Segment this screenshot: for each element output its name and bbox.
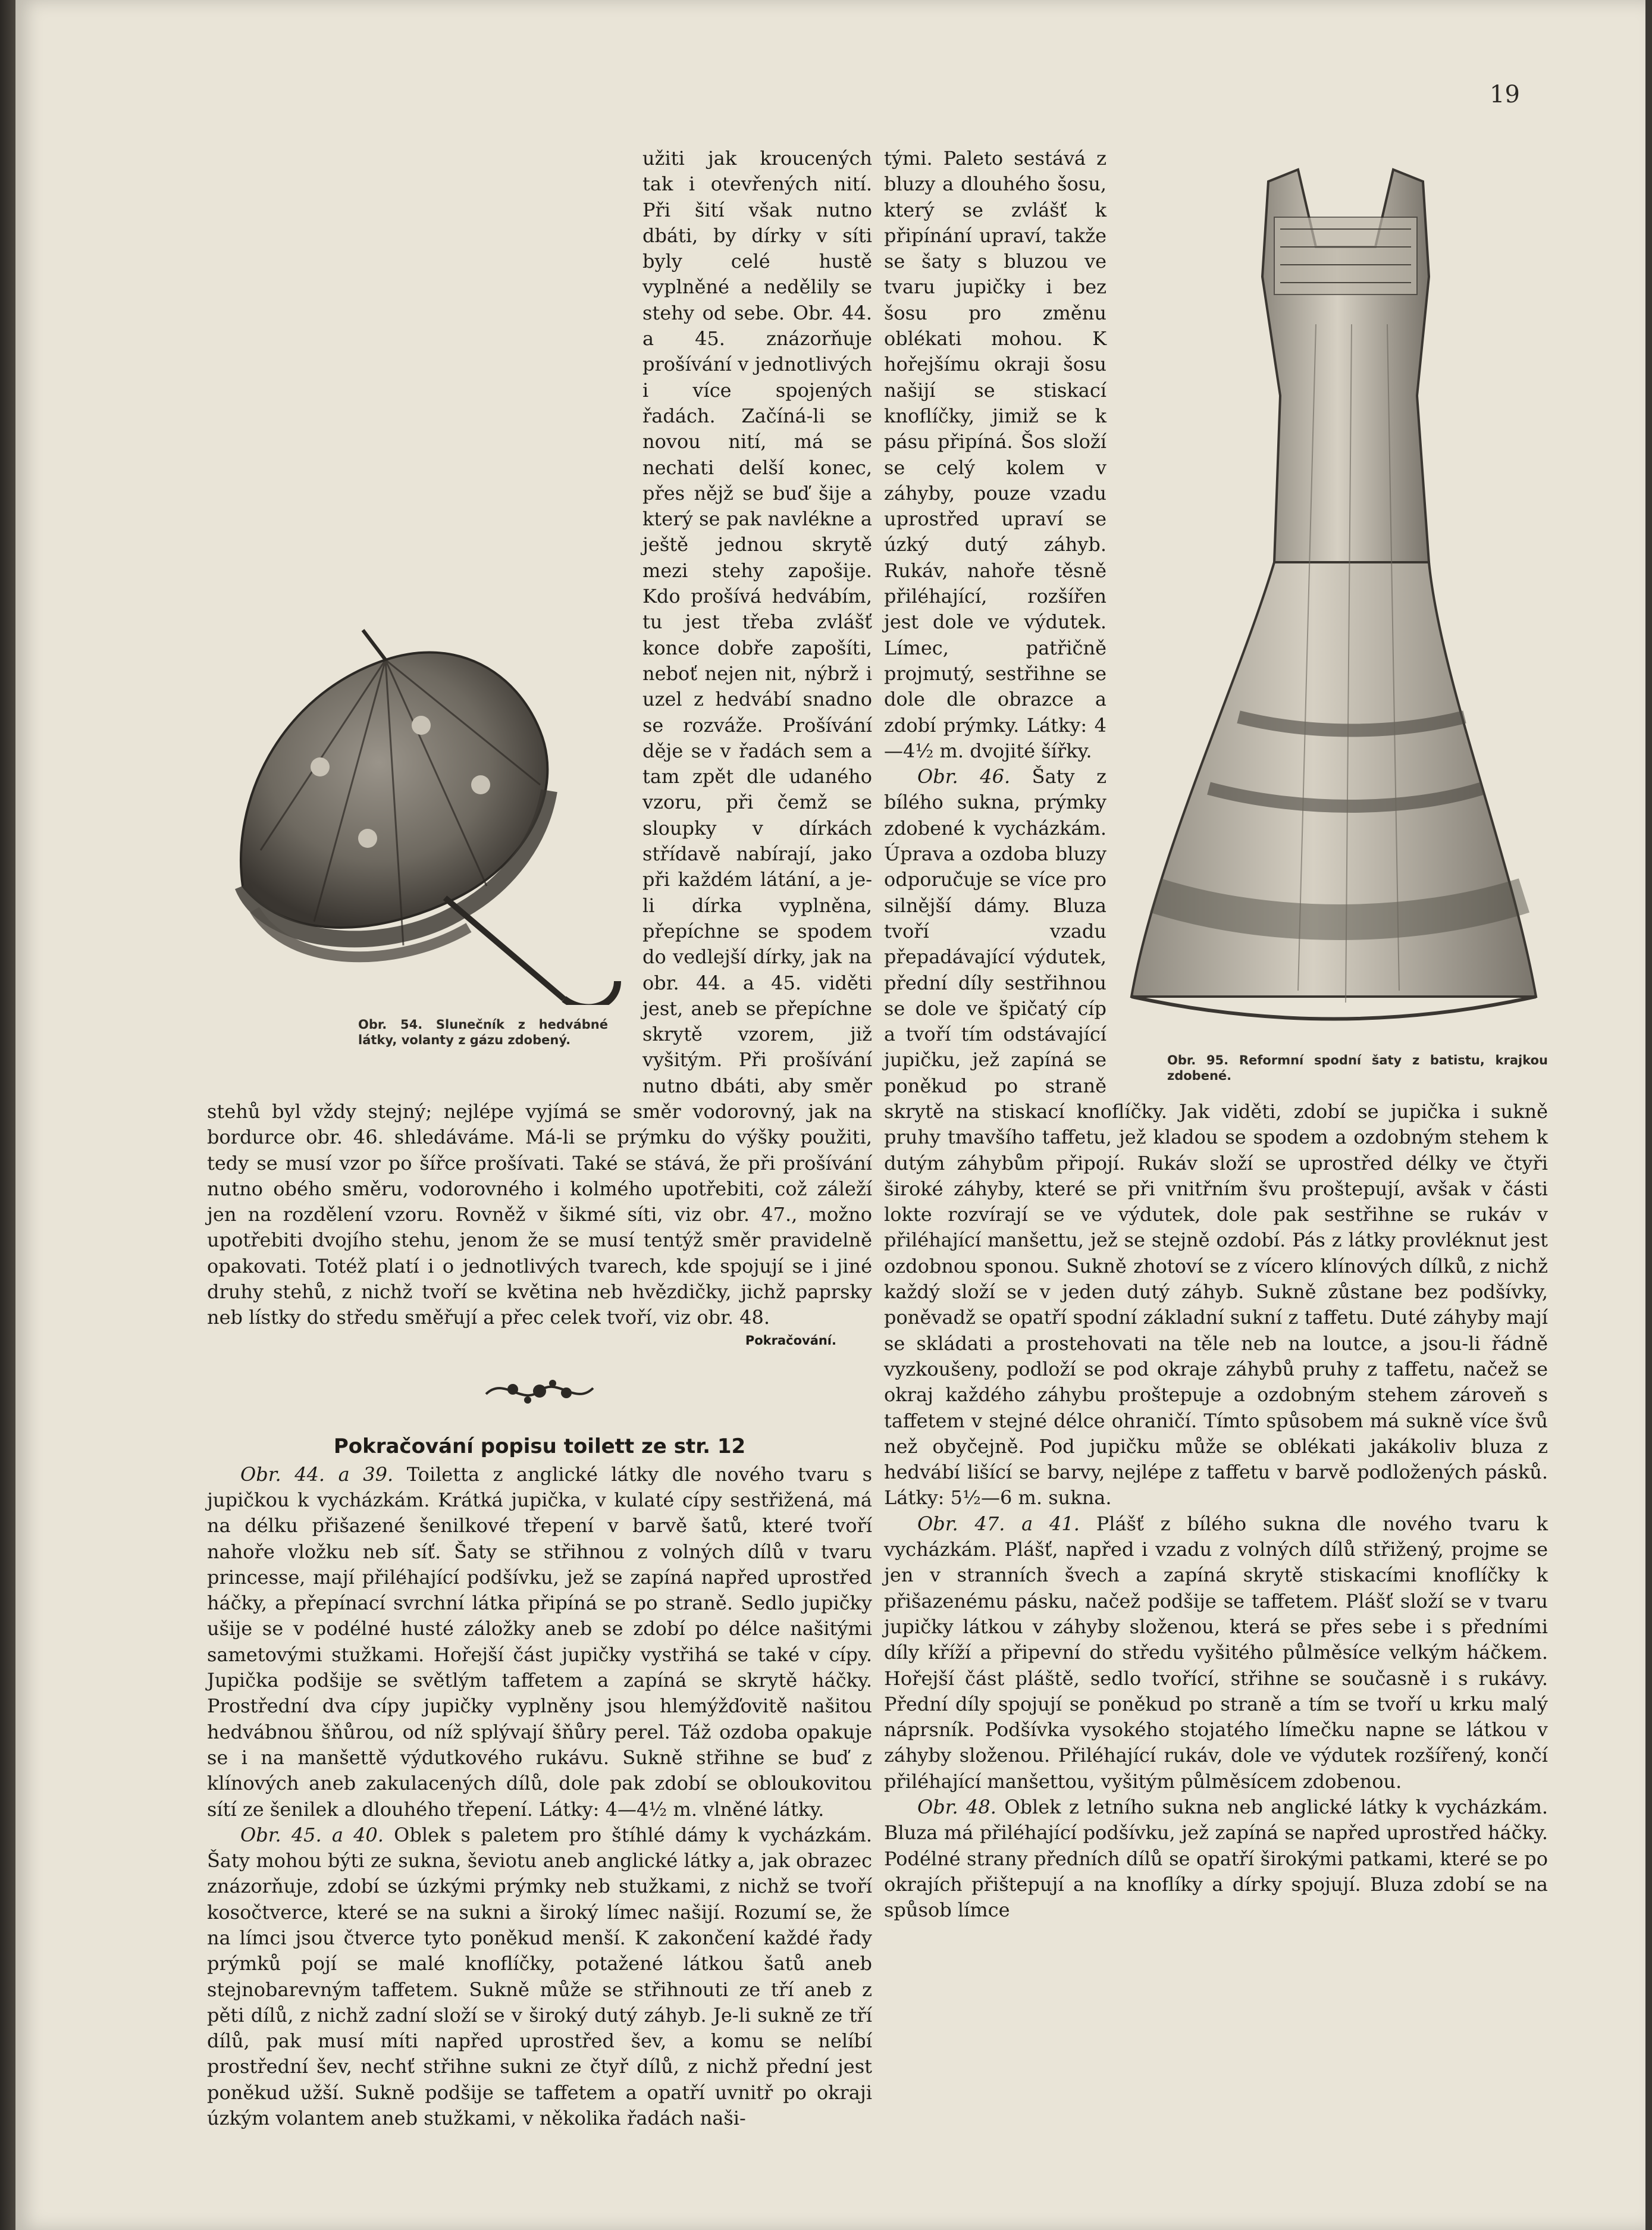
figure-ref-45: Obr. 45. a 40. [240,1823,384,1846]
page [15,0,1645,2230]
right-paragraph-2: Šaty z bílého sukna, prýmky zdobené k vycházkám. Úprava a ozdoba bluzy odporučuje se více pro silnější dámy. Bluza tvoří vzadu přepadávající výdutek, přední díly sestřihnou se dole ve špičatý cíp a tvoří tím odstávající jupičku, jež zapíná se poněkud po straně skrytě na stiskací knoflíčky. Jak viděti, zdobí se jupička i sukně pruhy tmavšího taffetu, jež kladou se spodem a ozdobným stehem k dutým záhybům připojí. Rukáv složí se uprostřed délky ve čtyři široké záhyby, které se při vnitřním švu proštepují, avšak v části lokte rozvírají se ve výdutek, dole pak sestřihne se rukáv v přiléhající manšettu, jež se stejně ozdobí. Pás z látky provléknut jest ozdobnou sponou. Sukně zhotoví se z vícero klínových dílků, z nichž každý složí se v jeden dutý záhyb. Sukně zůstane bez podšívky, poněvadž se opatří spodní základní sukní z taffetu. Duté záhyby mají se skládati a prostehovati na těle neb na loutce, a jsou-li řádně vyzkoušeny, podloží se pod okraje záhybů pruhy z taffetu, načež se okraj každého záhybu proštepuje a ozdobným stehem zároveň s taffetem v stejné délce ohraničí. Tímto spůsobem má sukně více švů než obyčejně. Pod jupičku může se oblékati jakákoliv bluza z hedvábí lišící se barvy, nejlépe z taffetu v barvě podložených pásků. Látky: 5½—6 m. sukna. [884,765,1548,1509]
dress-figure [1120,146,1548,1083]
right-paragraph-1: tými. Paleto sestává z bluzy a dlouhého šosu, který se zvlášť k připínání upraví, takže se šaty s bluzou ve tvaru jupičky i bez šosu pro změnu oblékati mohou. K hořejšímu okraji šosu našijí se stiskací knoflíčky, jimiž se k pásu připíná. Šos složí se celý kolem v záhyby, pouze vzadu uprostřed upraví se úzký dutý záhyb. Rukáv, nahoře těsně přiléhající, rozšířen jest dole ve výdutek. Límec, patřičně projmutý, sestřihne se dole dle obrazce a zdobí prýmky. Látky: 4—4½ m. dvojité šířky. [884,147,1106,762]
dress-illustration [1120,146,1548,1038]
left-paragraph-2-text: Toiletta z anglické látky dle nového tvaru s jupičkou k vycházkám. Krátká jupička, v kulaté cípy sestřižená, má na délku přišazené šenilkové třepení v barvě šatů, které tvoří nahoře vložku neb síť. Šaty se střihnou z volných dílů v tvaru princesse, mají přiléhající podšívku, jež se zapíná napřed uprostřed háčky, a přepínací svrchní látka připíná se po straně. Sedlo jupičky ušije se v podélné husté záložky aneb se zdobí po délce našitými sametovými stužkami. Hořejší část jupičky vystřihá se také v cípy. Jupička podšije se světlým taffetem a zapíná se skrytě háčky. Prostřední dva cípy jupičky vyplněny jsou hlemýžďovitě našitou hedvábnou šňůrou, od níž splývají šňůry perel. Táž ozdoba opakuje se i na manšettě výdutkového rukávu. Sukně střihne se buď z klínových aneb zakulacených dílů, dole pak zdobí se obloukovitou sítí ze šenilek a dlouhého třepení. Látky: 4—4½ m. vlněné látky. [207,1462,873,1821]
figure-ref-46: Obr. 46. [917,765,1011,788]
section-heading: Pokračování popisu toilett ze str. 12 [333,1434,746,1458]
figure-ref-47: Obr. 47. a 41. [917,1512,1080,1535]
right-paragraph-3 [884,1511,1548,1794]
book-spine [0,0,15,2230]
right-paragraph-4 [884,1794,1548,1923]
right-paragraph-3-text: Plášť z bílého sukna dle nového tvaru k vycházkám. Plášť, napřed i vzadu z volných dílů střižený, projme se jen v stranních švech a zapíná skrytě stiskacími knoflíčky k přišazenému pásku, načež podšije se taffetem. Plášť složí se v tvaru jupičky látkou v záhyby složenou, která se přes sebe i s předními díly kříží a připevní do středu vyšitého půlměsíce velkým háčkem. Hořejší část pláště, sedlo tvořící, střihne se současně i s rukávy. Přední díly spojují se poněkud po straně a tím se tvoří u krku malý náprsník. Podšívka vysokého stojatého límečku napne se látkou v záhyby složenou. Přiléhající rukáv, dole ve výdutek rozšířený, končí přiléhající manšettou, vyšitým půlměsícem zdobenou. [884,1512,1548,1793]
figure-ref-48: Obr. 48. [917,1796,996,1818]
right-text-block [884,146,1548,1511]
figure-95-caption: Obr. 95. Reformní spodní šaty z batistu, krajkou zdobené. [1167,1053,1548,1083]
page-number: 19 [1490,81,1520,108]
right-column [884,146,1548,2157]
left-text-block [207,146,872,1331]
figure-ref-44: Obr. 44. a 39. [240,1462,394,1486]
left-paragraph-2 [207,1462,872,1822]
left-paragraph-3-text: Oblek s paletem pro štíhlé dámy k vycházkám. Šaty mohou býti ze sukna, ševiotu aneb anglické látky a, jak obrazec znázorňuje, zdobí se úzkými prýmky neb stužkami, z nichž se tvoří kosočtverce, které se na sukni a široký límec našijí. Rozumí se, že na límci jsou čtverce tyto poněkud menší. K zakončení každé řady prýmků pojí se malé knoflíčky, potažené látkou šatů aneb stejnobarevným taffetem. Sukně může se střihnouti ze tří aneb z pěti dílů, z nichž zadní složí se v široký dutý záhyb. Je-li sukně ze tří dílů, pak musí míti napřed uprostřed šev, a komu se nelíbí prostřední šev, nechť střihne sukni ze čtyř dílů, z nichž přední jest poněkud užší. Sukně podšije se taffetem a opatří uvnitř po okraji úzkým volantem aneb stužkami, v několika řadách naši- [207,1823,873,2130]
left-paragraph-3 [207,1822,872,2132]
continued-note: Pokračování. [745,1333,836,1348]
right-paragraph-4-text: Oblek z letního sukna neb anglické látky k vycházkám. Bluza má přiléhající podšívku, jež zapíná se napřed uprostřed háčky. Podélné strany předních dílů se opatří širokými patkami, které se po okrajích přištepují a na knoflíky a dírky spojují. Bluza zdobí se na spůsob límce [884,1796,1548,1922]
figure-54-caption: Obr. 54. Slunečník z hedvábné látky, volanty z gázu zdobený. [358,1017,608,1047]
parasol-figure [207,588,632,1076]
left-column [207,146,872,2157]
floral-ornament-icon [480,1370,599,1412]
parasol-illustration [207,588,632,1005]
left-paragraph-1: užiti jak kroucených tak i otevřených nití. Při šití však nutno dbáti, by dírky v síti byly celé hustě vyplněné a nedělily se stehy od sebe. Obr. 44. a 45. znázorňuje prošívání v jednotlivých i více spojených řadách. Začíná-li se novou nití, má se nechati delší konec, přes nějž se buď šije a který se pak navlékne a ještě jednou skrytě mezi stehy zapošije. Kdo prošívá hedvábím, tu jest třeba zvlášť konce dobře zapošíti, neboť nejen nit, nýbrž i uzel z hedvábí snadno se rozváže. Prošívání děje se v řadách sem a tam zpět dle udaného vzoru, při čemž se sloupky v dírkách střídavě nabírají, jako při každém látání, a je-li dírka vyplněna, přepíchne se spodem do vedlejší dírky, jak na obr. 44. a 45. viděti jest, aneb se přepíchne skrytě vzorem, již vyšitým. Při prošívání nutno dbáti, aby směr stehů byl vždy stejný; nejlépe vyjímá se směr vodorovný, jak na bordurce obr. 46. shledáváme. Má-li se prýmku do výšky použiti, tedy se musí vzor po šířce prošívati. Také se stává, že při prošívání nutno obého směru, vodorovného i kolmého upotřebiti, což záleží jen na rozdělení vzoru. Rovněž v šikmé síti, viz obr. 47., možno upotřebiti dvojího stehu, jenom že se musí tentýž směr pravidelně opakovati. Totéž platí i o jednotlivých tvarech, kde spojují se i jiné druhy stehů, z nichž tvoří se květina neb hvězdičky, jichž paprsky neb lístky do středu směřují a přec celek tvoří, viz obr. 48. [207,147,872,1329]
